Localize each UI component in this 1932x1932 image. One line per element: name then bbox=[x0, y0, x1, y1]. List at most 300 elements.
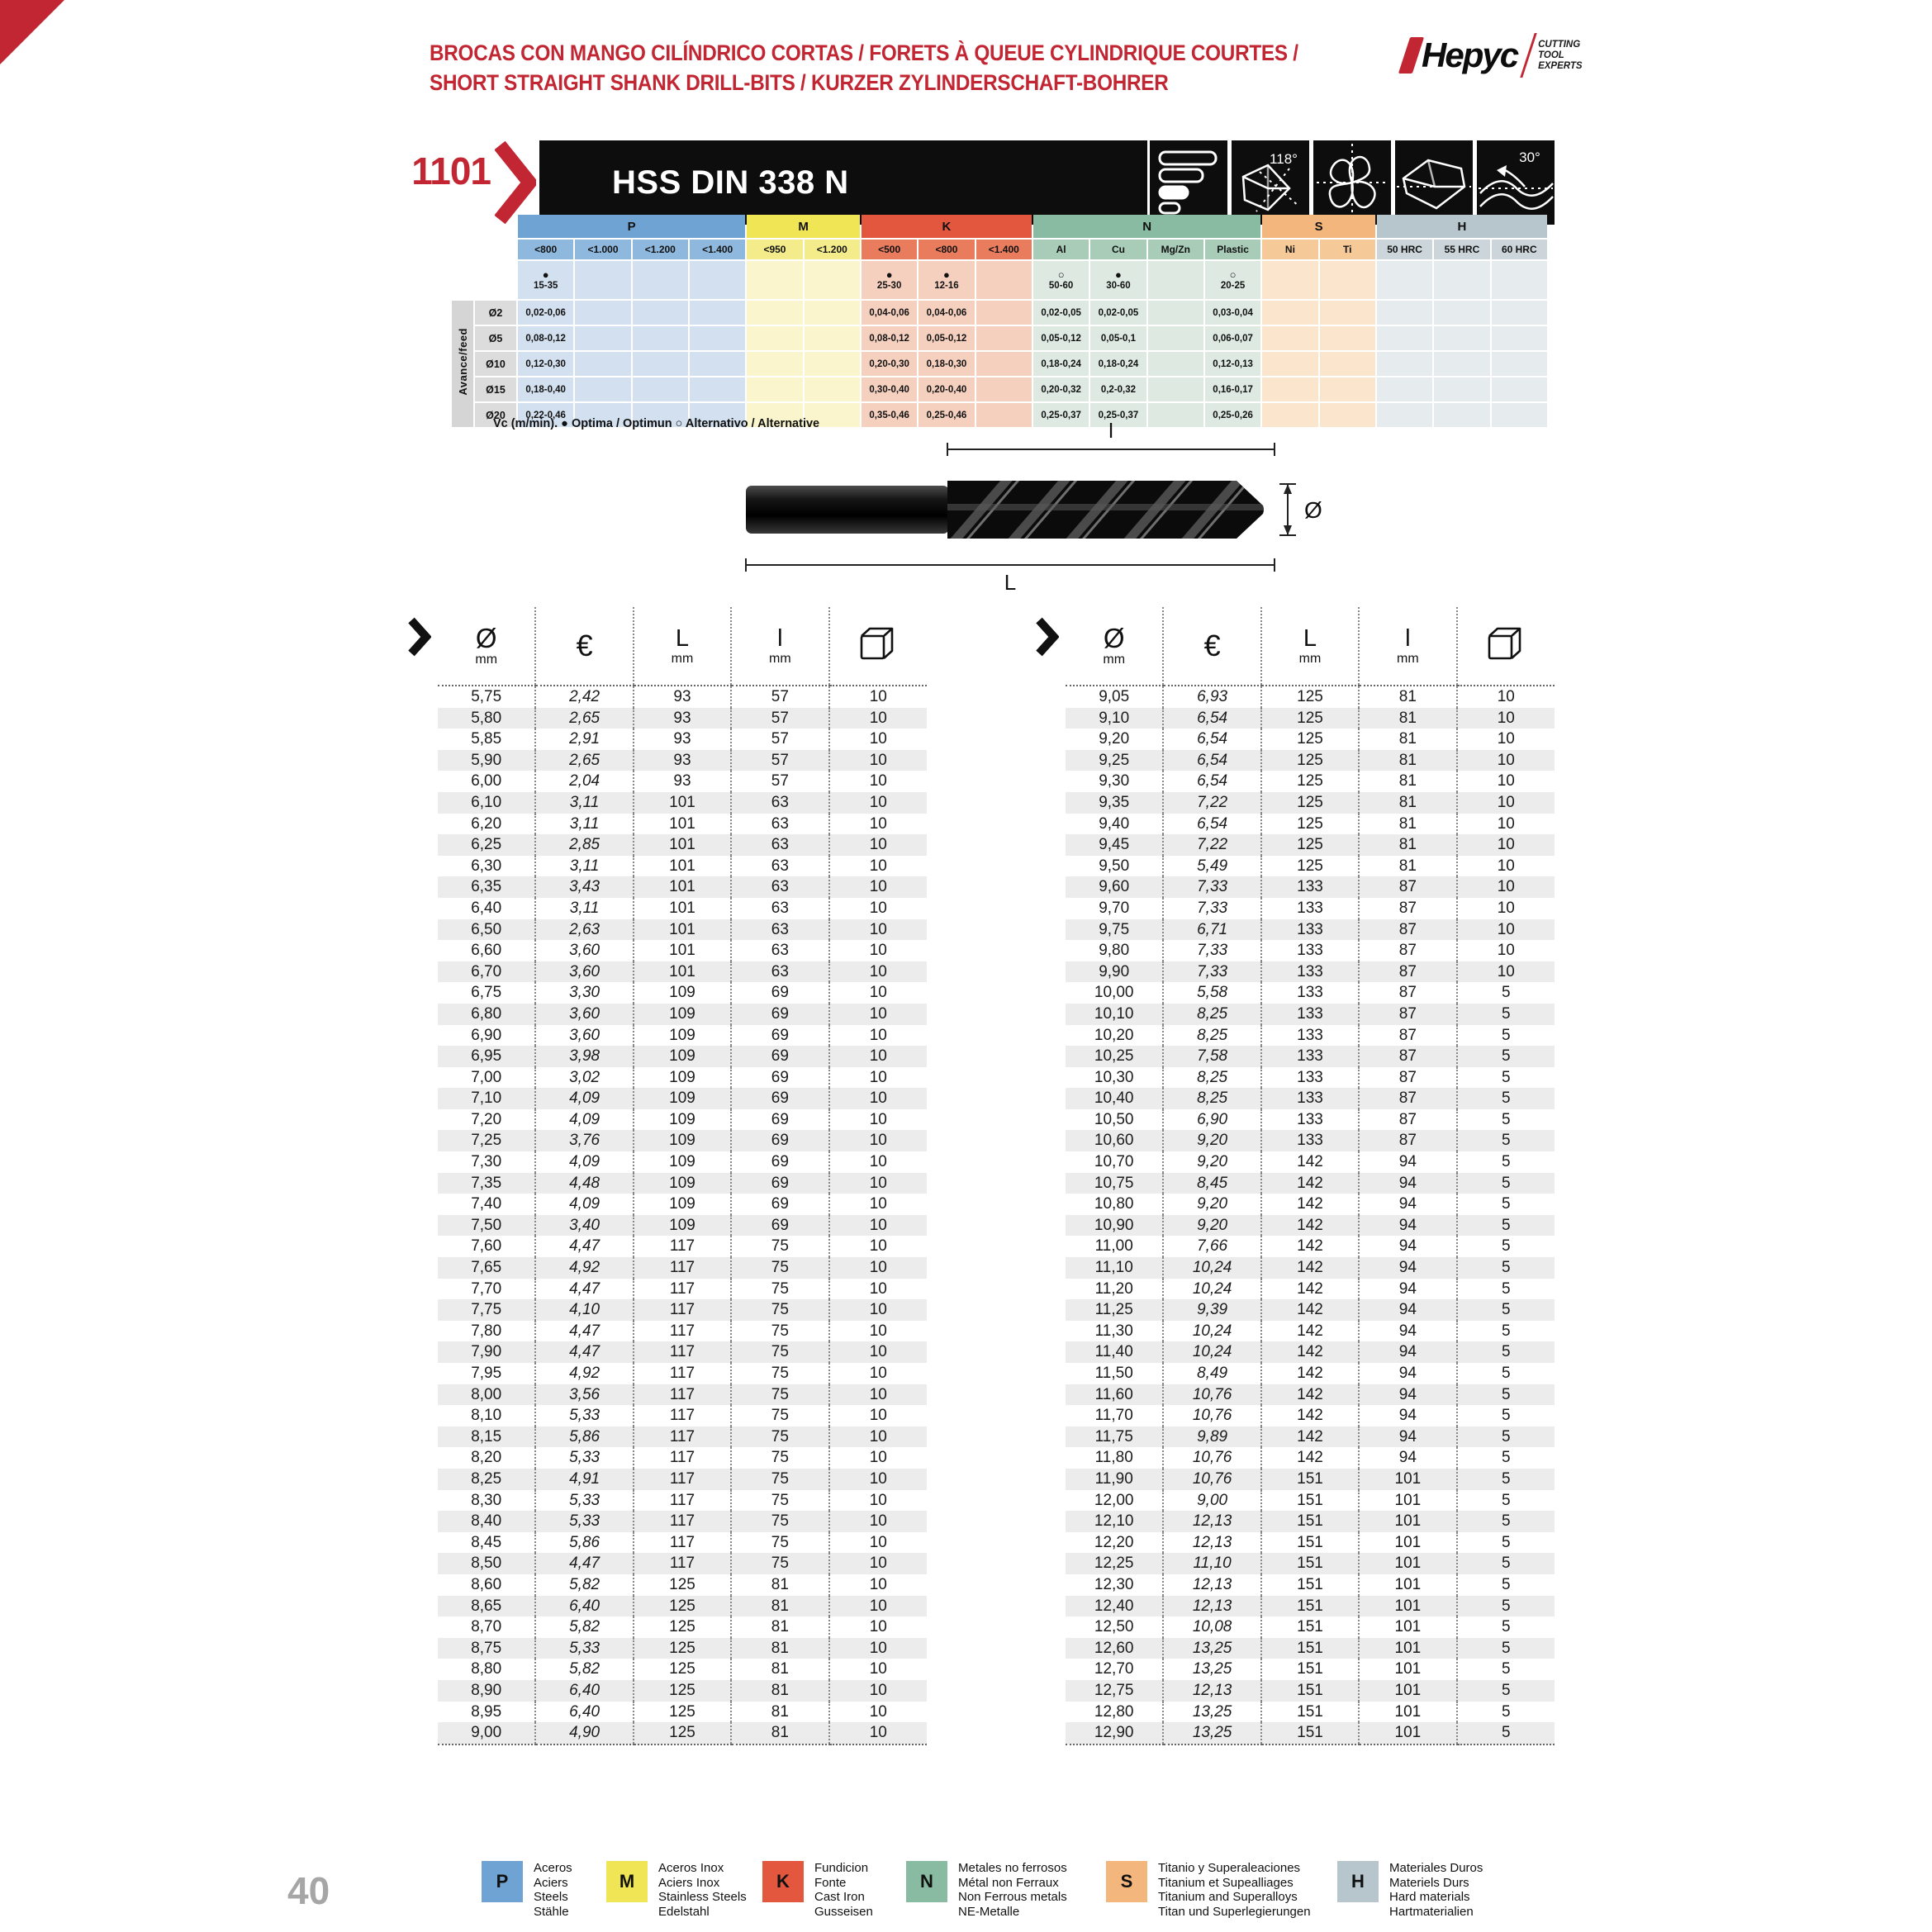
price-cell: 5 bbox=[1457, 1109, 1555, 1131]
price-cell: 81 bbox=[731, 1680, 828, 1702]
price-cell: 10,76 bbox=[1163, 1405, 1260, 1426]
speeds-subheader-cell: <1.400 bbox=[690, 240, 745, 259]
price-cell: 7,10 bbox=[471, 1089, 502, 1108]
price-cell: 109 bbox=[634, 1004, 731, 1025]
price-row bbox=[1066, 1173, 1555, 1194]
diameter-symbol: Ø bbox=[475, 623, 497, 653]
price-cell: 151 bbox=[1261, 1616, 1359, 1638]
vc-cell bbox=[976, 261, 1032, 299]
price-cell: 10 bbox=[829, 1257, 927, 1279]
price-cell: 4,09 bbox=[535, 1194, 633, 1215]
price-row bbox=[438, 1659, 927, 1680]
price-cell: 69 bbox=[731, 1173, 828, 1194]
price-cell: 13,25 bbox=[1163, 1638, 1260, 1659]
price-cell: 10 bbox=[829, 856, 927, 877]
speeds-subheader-cell: <500 bbox=[862, 240, 917, 259]
price-cell: 101 bbox=[634, 940, 731, 961]
price-cell: 75 bbox=[731, 1299, 828, 1321]
price-cell: 10 bbox=[1457, 686, 1555, 708]
price-row bbox=[438, 1299, 927, 1321]
price-cell: 10 bbox=[829, 1532, 927, 1554]
feed-cell bbox=[1377, 326, 1432, 350]
price-row bbox=[438, 708, 927, 729]
feed-cell: 0,05-0,1 bbox=[1090, 326, 1146, 350]
feed-cell: 0,25-0,37 bbox=[1033, 403, 1089, 427]
price-cell: 10,25 bbox=[1094, 1047, 1134, 1066]
price-cell: 81 bbox=[731, 1638, 828, 1659]
price-cell: 101 bbox=[634, 961, 731, 983]
price-cell: 117 bbox=[634, 1384, 731, 1406]
price-cell: 94 bbox=[1359, 1426, 1456, 1448]
price-cell: 75 bbox=[731, 1257, 828, 1279]
price-cell: 142 bbox=[1261, 1215, 1359, 1237]
feed-cell: 0,02-0,06 bbox=[518, 301, 573, 325]
price-row bbox=[438, 1722, 927, 1744]
price-cell: 133 bbox=[1261, 1130, 1359, 1151]
point-angle-118-icon bbox=[1232, 140, 1309, 225]
price-cell: 101 bbox=[634, 898, 731, 919]
price-cell: 133 bbox=[1261, 982, 1359, 1004]
price-cell: 87 bbox=[1359, 919, 1456, 941]
price-cell: 11,30 bbox=[1094, 1322, 1133, 1340]
price-cell: 8,60 bbox=[471, 1575, 502, 1593]
price-row bbox=[1066, 1469, 1555, 1490]
feed-cell bbox=[805, 326, 860, 350]
price-cell: 13,25 bbox=[1163, 1659, 1260, 1680]
vc-cell bbox=[1377, 261, 1432, 299]
price-cell: 93 bbox=[634, 729, 731, 750]
price-cell: 133 bbox=[1261, 919, 1359, 941]
logo-mark-icon bbox=[1398, 37, 1424, 74]
price-cell: 125 bbox=[634, 1659, 731, 1680]
legend-color-box: H bbox=[1337, 1861, 1379, 1902]
price-cell: 6,54 bbox=[1163, 771, 1260, 792]
price-row bbox=[438, 1151, 927, 1173]
feed-cell bbox=[976, 377, 1032, 401]
col-header-price bbox=[535, 607, 633, 686]
price-cell: 10 bbox=[829, 898, 927, 919]
vc-cell bbox=[747, 261, 802, 299]
flute-length-label: l bbox=[1108, 423, 1113, 443]
price-cell: 69 bbox=[731, 1088, 828, 1109]
price-cell: 10 bbox=[829, 1722, 927, 1744]
price-cell: 10 bbox=[1457, 792, 1555, 814]
feed-cell bbox=[690, 352, 745, 376]
price-cell: 117 bbox=[634, 1490, 731, 1512]
price-cell: 5 bbox=[1457, 1532, 1555, 1554]
vc-cell bbox=[690, 261, 745, 299]
price-cell: 109 bbox=[634, 1173, 731, 1194]
price-cell: 4,91 bbox=[535, 1469, 633, 1490]
price-cell: 8,70 bbox=[471, 1618, 502, 1636]
price-row bbox=[1066, 1616, 1555, 1638]
price-row bbox=[1066, 1447, 1555, 1469]
price-cell: 75 bbox=[731, 1426, 828, 1448]
price-cell: 6,35 bbox=[471, 878, 502, 896]
feed-cell bbox=[1377, 377, 1432, 401]
price-cell: 117 bbox=[634, 1532, 731, 1554]
price-cell: 81 bbox=[731, 1659, 828, 1680]
feed-cell bbox=[633, 352, 688, 376]
price-cell: 7,20 bbox=[471, 1110, 502, 1128]
price-row bbox=[438, 1279, 927, 1300]
feed-cell: 0,08-0,12 bbox=[518, 326, 573, 350]
price-cell: 10 bbox=[1457, 729, 1555, 750]
price-cell: 87 bbox=[1359, 940, 1456, 961]
price-cell: 3,60 bbox=[535, 940, 633, 961]
price-row bbox=[1066, 1341, 1555, 1363]
price-cell: 13,25 bbox=[1163, 1722, 1260, 1744]
price-row bbox=[438, 1257, 927, 1279]
price-cell: 8,80 bbox=[471, 1660, 502, 1678]
price-cell: 10,76 bbox=[1163, 1469, 1260, 1490]
price-row bbox=[438, 1702, 927, 1723]
price-cell: 9,30 bbox=[1099, 772, 1130, 790]
corner-mark bbox=[0, 0, 64, 64]
price-cell: 8,00 bbox=[471, 1385, 502, 1403]
price-cell: 5 bbox=[1457, 1469, 1555, 1490]
price-cell: 63 bbox=[731, 961, 828, 983]
price-cell: 12,13 bbox=[1163, 1511, 1260, 1532]
price-cell: 9,20 bbox=[1163, 1151, 1260, 1173]
price-cell: 87 bbox=[1359, 1088, 1456, 1109]
price-cell: 10 bbox=[829, 1067, 927, 1089]
price-cell: 10,76 bbox=[1163, 1384, 1260, 1406]
price-cell: 6,54 bbox=[1163, 708, 1260, 729]
price-cell: 10 bbox=[829, 1215, 927, 1237]
price-cell: 7,40 bbox=[471, 1195, 502, 1213]
price-cell: 3,60 bbox=[535, 961, 633, 983]
price-cell: 9,20 bbox=[1163, 1194, 1260, 1215]
legend-color-box: P bbox=[482, 1861, 523, 1902]
price-cell: 12,60 bbox=[1094, 1639, 1134, 1657]
point-angle-label: 118° bbox=[1270, 151, 1298, 167]
price-cell: 5,33 bbox=[535, 1638, 633, 1659]
price-cell: 4,09 bbox=[535, 1151, 633, 1173]
diameter-unit: mm bbox=[475, 653, 498, 667]
price-row bbox=[438, 1469, 927, 1490]
price-row bbox=[1066, 1702, 1555, 1723]
price-cell: 63 bbox=[731, 792, 828, 814]
price-cell: 101 bbox=[1359, 1574, 1456, 1596]
price-cell: 10 bbox=[829, 1321, 927, 1342]
price-cell: 10 bbox=[829, 1638, 927, 1659]
flute-length-symbol: l bbox=[777, 625, 783, 652]
feed-cell bbox=[1434, 326, 1489, 350]
price-cell: 10 bbox=[829, 1447, 927, 1469]
speeds-subheader-cell: <800 bbox=[919, 240, 974, 259]
price-cell: 9,40 bbox=[1099, 814, 1130, 833]
price-cell: 101 bbox=[634, 856, 731, 877]
price-cell: 142 bbox=[1261, 1384, 1359, 1406]
price-cell: 2,42 bbox=[535, 686, 633, 708]
price-cell: 5 bbox=[1457, 1173, 1555, 1194]
price-cell: 8,10 bbox=[471, 1407, 502, 1425]
price-cell: 3,11 bbox=[535, 898, 633, 919]
price-row bbox=[1066, 1279, 1555, 1300]
euro-symbol: € bbox=[1203, 629, 1221, 662]
price-row bbox=[438, 1194, 927, 1215]
price-cell: 5,90 bbox=[471, 751, 502, 769]
total-length-symbol: L bbox=[675, 625, 690, 652]
price-cell: 142 bbox=[1261, 1236, 1359, 1257]
price-cell: 5 bbox=[1457, 1722, 1555, 1744]
price-cell: 133 bbox=[1261, 876, 1359, 898]
price-cell: 133 bbox=[1261, 940, 1359, 961]
feed-diameter-label: Ø15 bbox=[475, 377, 516, 401]
feed-cell: 0,12-0,13 bbox=[1205, 352, 1260, 376]
price-header-row bbox=[1066, 607, 1555, 686]
price-cell: 6,40 bbox=[471, 899, 502, 917]
price-cell: 75 bbox=[731, 1236, 828, 1257]
col-header-total-length bbox=[634, 607, 731, 686]
price-cell: 4,92 bbox=[535, 1363, 633, 1384]
price-cell: 151 bbox=[1261, 1722, 1359, 1744]
price-cell: 10,10 bbox=[1094, 1004, 1134, 1023]
price-row bbox=[1066, 1236, 1555, 1257]
price-row bbox=[1066, 898, 1555, 919]
feed-cell: 0,20-0,32 bbox=[1033, 377, 1089, 401]
price-row bbox=[1066, 961, 1555, 983]
price-cell: 5 bbox=[1457, 1151, 1555, 1173]
price-cell: 125 bbox=[634, 1616, 731, 1638]
price-cell: 10,60 bbox=[1094, 1132, 1134, 1150]
price-cell: 9,45 bbox=[1099, 836, 1130, 854]
price-cell: 7,22 bbox=[1163, 792, 1260, 814]
price-cell: 69 bbox=[731, 1151, 828, 1173]
price-row bbox=[438, 771, 927, 792]
price-cell: 4,48 bbox=[535, 1173, 633, 1194]
price-cell: 87 bbox=[1359, 961, 1456, 983]
price-row bbox=[1066, 1384, 1555, 1406]
legend-item-P bbox=[482, 1861, 572, 1919]
logo-tagline-line: CUTTING bbox=[1538, 39, 1581, 50]
price-row bbox=[1066, 1596, 1555, 1617]
price-cell: 151 bbox=[1261, 1659, 1359, 1680]
feed-cell bbox=[1492, 377, 1547, 401]
price-cell: 3,40 bbox=[535, 1215, 633, 1237]
price-cell: 7,33 bbox=[1163, 940, 1260, 961]
price-row bbox=[1066, 1004, 1555, 1025]
price-cell: 5,33 bbox=[535, 1490, 633, 1512]
price-row bbox=[1066, 1046, 1555, 1067]
price-cell: 11,90 bbox=[1094, 1469, 1133, 1488]
title-line-1: BROCAS CON MANGO CILÍNDRICO CORTAS / FORETS À QUEUE CYLINDRIQUE COURTES / bbox=[430, 40, 1298, 65]
price-row bbox=[1066, 1109, 1555, 1131]
price-cell: 87 bbox=[1359, 1067, 1456, 1089]
feed-cell: 0,04-0,06 bbox=[862, 301, 917, 325]
legend-color-box: S bbox=[1106, 1861, 1147, 1902]
price-cell: 6,40 bbox=[535, 1680, 633, 1702]
price-cell: 125 bbox=[634, 1638, 731, 1659]
price-cell: 101 bbox=[634, 792, 731, 814]
price-cell: 93 bbox=[634, 750, 731, 771]
feed-cell: 0,18-0,24 bbox=[1033, 352, 1089, 376]
price-cell: 117 bbox=[634, 1257, 731, 1279]
total-length-unit: mm bbox=[671, 652, 694, 666]
legend-color-box: M bbox=[606, 1861, 648, 1902]
price-cell: 81 bbox=[1359, 708, 1456, 729]
price-row bbox=[1066, 1321, 1555, 1342]
price-cell: 10 bbox=[1457, 814, 1555, 835]
price-cell: 10 bbox=[829, 1236, 927, 1257]
price-cell: 75 bbox=[731, 1279, 828, 1300]
feed-cell: 0,04-0,06 bbox=[919, 301, 974, 325]
price-cell: 142 bbox=[1261, 1151, 1359, 1173]
price-cell: 8,25 bbox=[1163, 1004, 1260, 1025]
price-row bbox=[438, 1341, 927, 1363]
price-cell: 10,75 bbox=[1094, 1174, 1134, 1192]
price-row bbox=[438, 856, 927, 877]
price-cell: 7,95 bbox=[471, 1365, 502, 1382]
flute-length-unit: mm bbox=[1397, 652, 1419, 666]
price-cell: 5 bbox=[1457, 1321, 1555, 1342]
price-cell: 142 bbox=[1261, 1426, 1359, 1448]
material-group-P: P bbox=[518, 215, 745, 238]
feed-cell bbox=[1320, 352, 1375, 376]
price-cell: 109 bbox=[634, 1194, 731, 1215]
price-cell: 8,45 bbox=[1163, 1173, 1260, 1194]
price-cell: 6,20 bbox=[471, 814, 502, 833]
price-cell: 9,60 bbox=[1099, 878, 1130, 896]
price-cell: 12,25 bbox=[1094, 1555, 1134, 1573]
price-cell: 10 bbox=[829, 1194, 927, 1215]
flute-length-dimension bbox=[947, 443, 1275, 456]
price-cell: 6,90 bbox=[1163, 1109, 1260, 1131]
col-header-total-length bbox=[1261, 607, 1359, 686]
drill-shank bbox=[746, 486, 949, 534]
feed-row bbox=[452, 352, 1547, 376]
price-cell: 87 bbox=[1359, 876, 1456, 898]
price-cell: 5 bbox=[1457, 1638, 1555, 1659]
price-cell: 57 bbox=[731, 729, 828, 750]
price-cell: 9,75 bbox=[1099, 920, 1130, 938]
price-cell: 3,60 bbox=[535, 1025, 633, 1047]
feed-cell bbox=[1492, 326, 1547, 350]
price-cell: 109 bbox=[634, 1130, 731, 1151]
price-cell: 151 bbox=[1261, 1702, 1359, 1723]
price-cell: 57 bbox=[731, 686, 828, 708]
price-row bbox=[438, 876, 927, 898]
price-cell: 4,47 bbox=[535, 1321, 633, 1342]
price-cell: 2,65 bbox=[535, 708, 633, 729]
price-cell: 7,50 bbox=[471, 1216, 502, 1234]
price-cell: 94 bbox=[1359, 1257, 1456, 1279]
price-cell: 5 bbox=[1457, 1490, 1555, 1512]
price-cell: 10 bbox=[829, 1574, 927, 1596]
price-cell: 10,00 bbox=[1094, 984, 1134, 1002]
price-cell: 93 bbox=[634, 686, 731, 708]
price-cell: 5,49 bbox=[1163, 856, 1260, 877]
price-cell: 10 bbox=[829, 814, 927, 835]
logo-slash-icon bbox=[1520, 33, 1537, 78]
price-cell: 10,24 bbox=[1163, 1257, 1260, 1279]
feed-cell bbox=[1377, 301, 1432, 325]
price-row bbox=[438, 1236, 927, 1257]
price-cell: 94 bbox=[1359, 1299, 1456, 1321]
feed-cell bbox=[690, 377, 745, 401]
price-row bbox=[438, 750, 927, 771]
price-cell: 12,40 bbox=[1094, 1597, 1134, 1615]
price-row bbox=[438, 1067, 927, 1089]
price-cell: 94 bbox=[1359, 1363, 1456, 1384]
price-cell: 8,40 bbox=[471, 1512, 502, 1531]
price-cell: 4,09 bbox=[535, 1109, 633, 1131]
price-cell: 8,25 bbox=[1163, 1088, 1260, 1109]
feed-cell bbox=[976, 352, 1032, 376]
price-row bbox=[1066, 1659, 1555, 1680]
price-cell: 10 bbox=[829, 771, 927, 792]
price-cell: 87 bbox=[1359, 1046, 1456, 1067]
price-row bbox=[438, 1215, 927, 1237]
price-cell: 10 bbox=[829, 1596, 927, 1617]
col-header-flute-length bbox=[1359, 607, 1456, 686]
package-box-icon bbox=[859, 627, 897, 662]
feed-cell bbox=[633, 326, 688, 350]
price-cell: 3,11 bbox=[535, 792, 633, 814]
price-cell: 7,25 bbox=[471, 1132, 502, 1150]
price-cell: 94 bbox=[1359, 1384, 1456, 1406]
price-table-right bbox=[1066, 607, 1555, 1745]
speeds-vc-row bbox=[452, 261, 1547, 299]
speeds-subheader-cell: <950 bbox=[747, 240, 802, 259]
price-cell: 7,33 bbox=[1163, 961, 1260, 983]
feed-cell bbox=[690, 301, 745, 325]
price-row bbox=[1066, 771, 1555, 792]
price-cell: 117 bbox=[634, 1363, 731, 1384]
legend-labels: Aceros Inox Aciers Inox Stainless Steels Edelstahl bbox=[658, 1861, 747, 1919]
price-cell: 3,11 bbox=[535, 814, 633, 835]
price-cell: 10 bbox=[829, 1046, 927, 1067]
feed-cell: 0,06-0,07 bbox=[1205, 326, 1260, 350]
price-cell: 81 bbox=[1359, 750, 1456, 771]
price-cell: 5,33 bbox=[535, 1511, 633, 1532]
price-cell: 4,92 bbox=[535, 1257, 633, 1279]
speeds-subheader-cell: Mg/Zn bbox=[1148, 240, 1203, 259]
feed-cell bbox=[575, 352, 630, 376]
feed-cell: 0,05-0,12 bbox=[1033, 326, 1089, 350]
speeds-subheader-cell: 50 HRC bbox=[1377, 240, 1432, 259]
price-cell: 8,25 bbox=[1163, 1067, 1260, 1089]
price-cell: 109 bbox=[634, 982, 731, 1004]
feed-cell: 0,22-0,46 bbox=[518, 403, 573, 427]
price-cell: 69 bbox=[731, 1046, 828, 1067]
price-row bbox=[438, 1363, 927, 1384]
price-cell: 9,50 bbox=[1099, 857, 1130, 875]
price-cell: 87 bbox=[1359, 1130, 1456, 1151]
diameter-symbol: Ø bbox=[1103, 623, 1125, 653]
price-cell: 75 bbox=[731, 1405, 828, 1426]
price-cell: 125 bbox=[634, 1680, 731, 1702]
price-cell: 10,40 bbox=[1094, 1089, 1134, 1108]
price-cell: 69 bbox=[731, 1130, 828, 1151]
price-cell: 6,30 bbox=[471, 857, 502, 875]
price-row bbox=[1066, 814, 1555, 835]
table-chevron-icon bbox=[408, 617, 431, 657]
feed-cell bbox=[1492, 301, 1547, 325]
price-cell: 2,63 bbox=[535, 919, 633, 941]
price-cell: 6,75 bbox=[471, 984, 502, 1002]
price-row bbox=[438, 729, 927, 750]
price-row bbox=[1066, 792, 1555, 814]
price-cell: 5 bbox=[1457, 1088, 1555, 1109]
product-feature-icons bbox=[1150, 140, 1555, 225]
price-cell: 6,25 bbox=[471, 836, 502, 854]
price-cell: 6,80 bbox=[471, 1004, 502, 1023]
price-row bbox=[438, 1025, 927, 1047]
price-cell: 5 bbox=[1457, 1130, 1555, 1151]
feed-cell bbox=[1262, 301, 1317, 325]
